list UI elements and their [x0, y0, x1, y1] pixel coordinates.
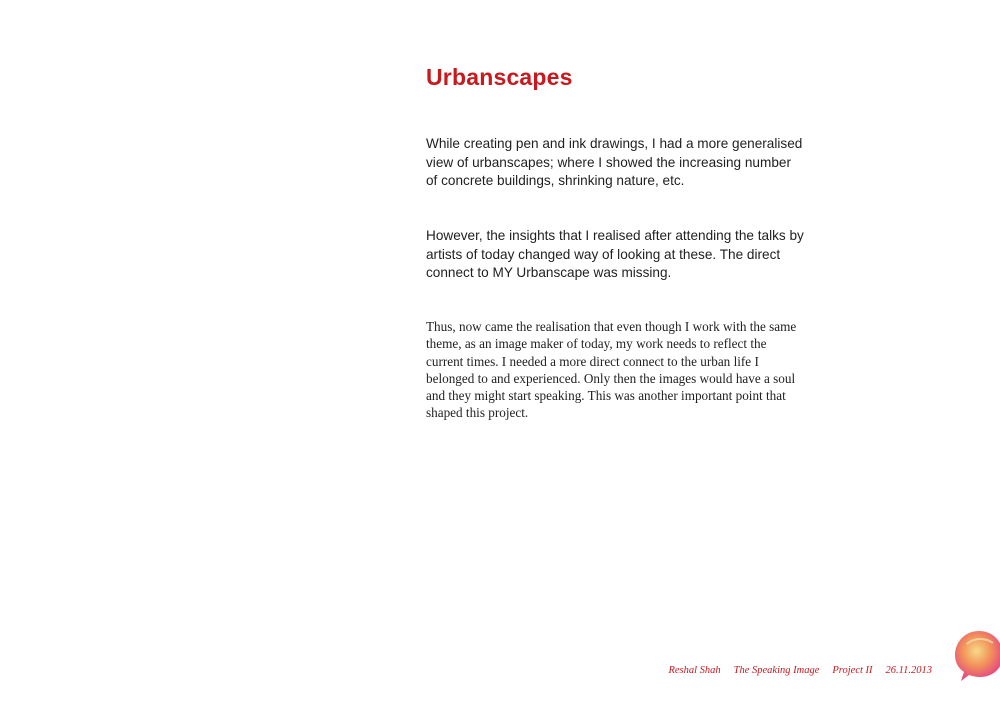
page-footer	[668, 665, 932, 676]
footer-project: Project II	[832, 665, 873, 676]
paragraph-1: While creating pen and ink drawings, I had a more generalised view of urbanscapes; where I showed the increasing number of concrete buildings, shrinking nature, etc.	[426, 136, 803, 188]
speech-bubble-logo-icon	[953, 626, 1000, 686]
paragraph-2: However, the insights that I realised after attending the talks by artists of today changed way of looking at these. The direct connect to MY Urbanscape was missing.	[426, 228, 804, 280]
footer-series: The Speaking Image	[733, 665, 820, 676]
footer-author: Reshal Shah	[668, 665, 721, 676]
paragraph-3: Thus, now came the realisation that even though I work with the same theme, as an image maker of today, my work needs to reflect the current times. I needed a more direct connect to the urban life I belonged to and experienced. Only then the images would have a soul and they might start speaking. This was another important point that shaped this project.	[426, 319, 797, 421]
footer-date: 26.11.2013	[885, 665, 932, 676]
page-title: Urbanscapes	[426, 64, 573, 90]
